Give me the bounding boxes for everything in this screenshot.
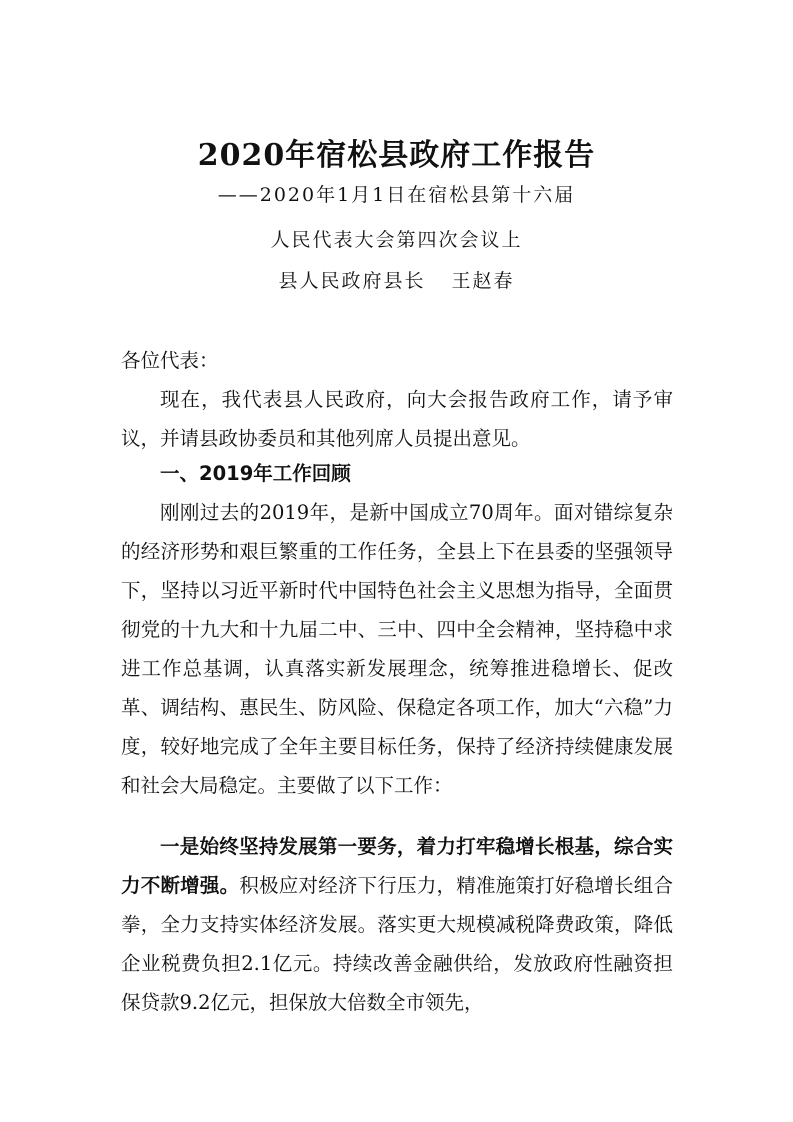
point-body: 积极应对经济下行压力，精准施策打好稳增长组合拳，全力支持实体经济发展。落实更大规模减税降费政策，降低企业税费负担2.1亿元。持续改善金融供给，发放政府性融资担保贷款9.2亿元，担保放大倍数全市领先， bbox=[121, 874, 673, 1014]
author-role: 县人民政府县长 bbox=[278, 270, 426, 292]
document-title: 2020年宿松县政府工作报告 bbox=[197, 138, 596, 173]
subtitle-line-1: ——2020年1月1日在宿松县第十六届 bbox=[217, 184, 576, 206]
paragraph-review: 刚刚过去的2019年，是新中国成立70周年。面对错综复杂的经济形势和艰巨繁重的工作任务，全县上下在县委的坚强领导下，坚持以习近平新时代中国特色社会主义思想为指导，全面贯彻党的十九大和十九届二中、三中、四中全会精神，坚持稳中求进工作总基调，认真落实新发展理念，统筹推进稳增长、促改革、调结构、惠民生、防风险、保稳定各项工作，加大“六稳”力度，较好地完成了全年主要目标任务，保持了经济持续健康发展和社会大局稳定。主要做了以下工作： bbox=[121, 501, 673, 797]
salutation: 各位代表： bbox=[121, 349, 219, 372]
section-heading: 一、2019年工作回顾 bbox=[160, 462, 351, 485]
point-lead: 一是始终坚持发展第一要务，着力打牢稳增长根基，综合实力不断增强。 bbox=[121, 835, 673, 897]
subtitle-author bbox=[0, 267, 793, 295]
subtitle-line-2: 人民代表大会第四次会议上 bbox=[270, 229, 523, 251]
author-name: 王赵春 bbox=[451, 270, 515, 292]
paragraph-intro: 现在，我代表县人民政府，向大会报告政府工作，请予审议，并请县政协委员和其他列席人员提出意见。 bbox=[121, 388, 673, 450]
paragraph-first-point bbox=[121, 827, 673, 1022]
